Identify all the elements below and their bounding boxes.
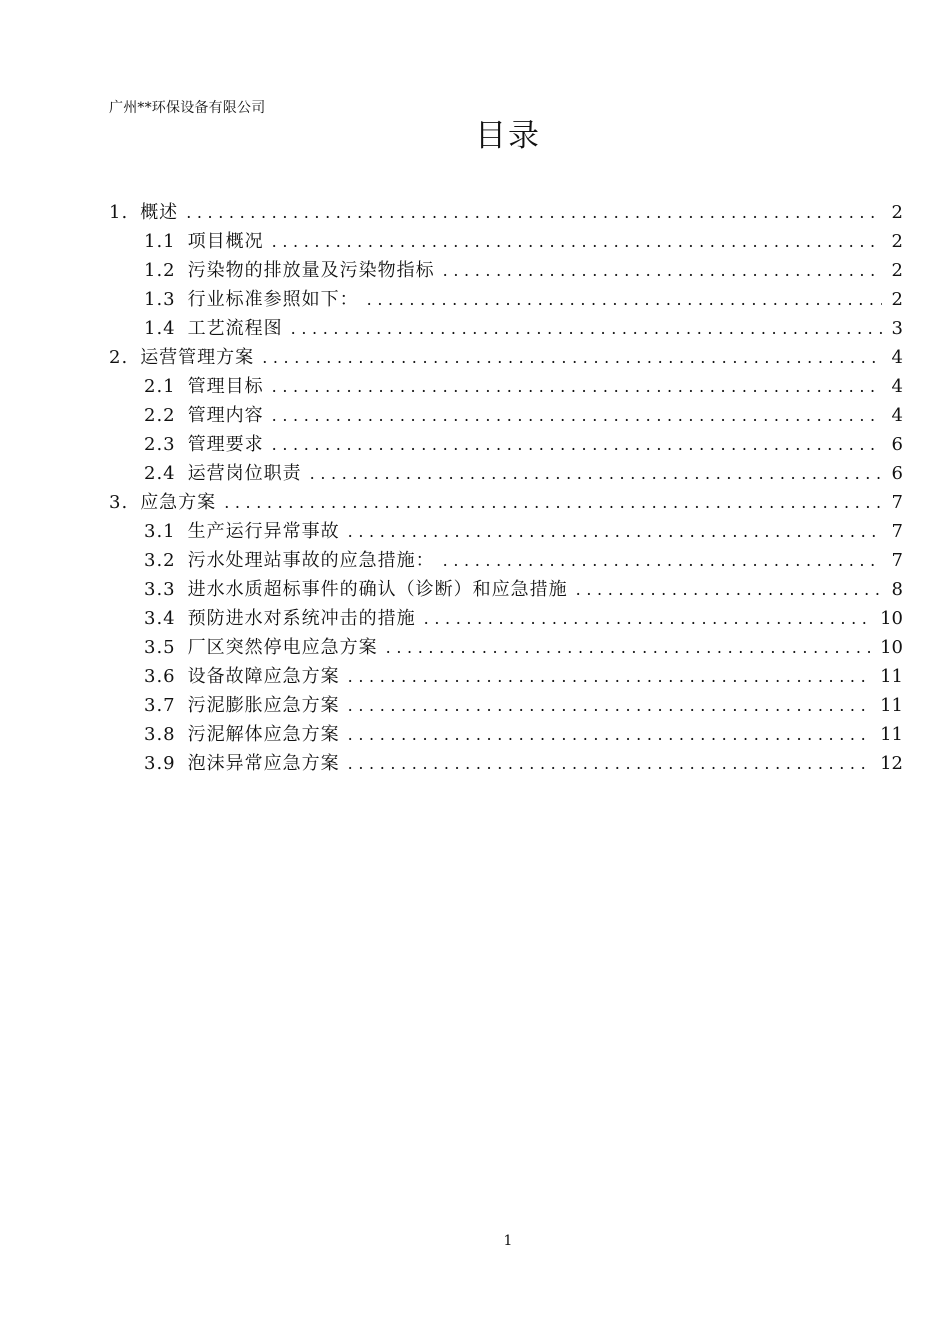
toc-entry-number: 2.4: [144, 463, 176, 484]
toc-entry-label: 厂区突然停电应急方案: [187, 637, 378, 658]
toc-entry-number: 2.3: [144, 434, 176, 455]
toc-dot-leader: [272, 227, 882, 256]
toc-entry-label: 项目概况: [187, 231, 264, 252]
toc-dot-leader: [576, 575, 882, 604]
toc-entry-number: 3.5: [144, 637, 176, 658]
toc-dot-leader: [348, 749, 870, 778]
toc-dot-leader: [262, 343, 881, 372]
company-header: 广州**环保设备有限公司: [109, 100, 266, 116]
toc-entry-page: 10: [880, 637, 903, 658]
toc-dot-leader: [224, 488, 881, 517]
toc-dot-leader: [348, 720, 870, 749]
toc-entry[interactable]: [109, 198, 903, 227]
toc-entry-label: 污泥解体应急方案: [187, 724, 340, 745]
toc-entry-number: 1.1: [144, 231, 176, 252]
toc-entry-label: 管理内容: [187, 405, 264, 426]
toc-dot-leader: [443, 546, 882, 575]
toc-entry-page: 4: [891, 376, 903, 397]
toc-entry[interactable]: [144, 430, 903, 459]
toc-entry-page: 3: [891, 318, 903, 339]
toc-entry-page: 2: [891, 231, 903, 252]
page-number: 1: [503, 1233, 513, 1249]
toc-entry-label: 污水处理站事故的应急措施：: [187, 550, 435, 571]
toc-entry-number: 1.4: [144, 318, 176, 339]
toc-entry-number: 3.8: [144, 724, 176, 745]
toc-entry[interactable]: [109, 488, 903, 517]
toc-entry[interactable]: [144, 575, 903, 604]
toc-dot-leader: [348, 691, 870, 720]
toc-entry-page: 11: [880, 724, 903, 745]
toc-dot-leader: [272, 401, 882, 430]
toc-entry-label: 预防进水对系统冲击的措施: [187, 608, 416, 629]
toc-entry-number: 2.1: [144, 376, 176, 397]
toc-entry-page: 2: [891, 260, 903, 281]
toc-entry[interactable]: [144, 314, 903, 343]
toc-dot-leader: [386, 633, 870, 662]
toc-entry[interactable]: [144, 285, 903, 314]
toc-entry-label: 概述: [140, 202, 179, 223]
toc-dot-leader: [348, 662, 870, 691]
toc-entry-label: 行业标准参照如下：: [187, 289, 359, 310]
toc-entry-number: 1.: [109, 202, 129, 223]
toc-entry-label: 应急方案: [140, 492, 217, 513]
toc-entry-page: 6: [891, 434, 903, 455]
toc-entry-page: 8: [891, 579, 903, 600]
toc-entry-page: 11: [880, 695, 903, 716]
toc-dot-leader: [443, 256, 882, 285]
toc-entry-label: 泡沫异常应急方案: [187, 753, 340, 774]
toc-entry-page: 11: [880, 666, 903, 687]
toc-entry[interactable]: [144, 691, 903, 720]
toc-entry-page: 7: [891, 550, 903, 571]
toc-entry-number: 3.1: [144, 521, 176, 542]
toc-entry[interactable]: [144, 604, 903, 633]
toc-dot-leader: [348, 517, 882, 546]
toc-entry-number: 3.9: [144, 753, 176, 774]
toc-entry[interactable]: [144, 546, 903, 575]
toc-entry[interactable]: [144, 372, 903, 401]
toc-entry[interactable]: [144, 720, 903, 749]
toc-entry-number: 1.3: [144, 289, 176, 310]
toc-dot-leader: [310, 459, 882, 488]
toc-entry[interactable]: [144, 227, 903, 256]
toc-entry-label: 工艺流程图: [187, 318, 283, 339]
toc-dot-leader: [272, 372, 882, 401]
toc-entry-number: 2.2: [144, 405, 176, 426]
toc-entry[interactable]: [144, 633, 903, 662]
toc-entry[interactable]: [144, 256, 903, 285]
toc-entry-label: 运营岗位职责: [187, 463, 302, 484]
toc-entry-page: 6: [891, 463, 903, 484]
toc-entry-page: 7: [891, 492, 903, 513]
toc-entry-number: 2.: [109, 347, 129, 368]
toc-entry-number: 1.2: [144, 260, 176, 281]
toc-entry-label: 污染物的排放量及污染物指标: [187, 260, 435, 281]
toc-entry[interactable]: [144, 459, 903, 488]
toc-entry-page: 12: [880, 753, 903, 774]
toc-entry-number: 3.6: [144, 666, 176, 687]
toc-dot-leader: [272, 430, 882, 459]
toc-entry-page: 4: [891, 347, 903, 368]
toc-entry[interactable]: [109, 343, 903, 372]
toc-entry-label: 设备故障应急方案: [187, 666, 340, 687]
toc-entry[interactable]: [144, 662, 903, 691]
toc-entry-page: 4: [891, 405, 903, 426]
toc-entry-page: 2: [891, 289, 903, 310]
toc-entry-page: 2: [891, 202, 903, 223]
toc-entry-number: 3.7: [144, 695, 176, 716]
toc-entry-label: 进水水质超标事件的确认（诊断）和应急措施: [187, 579, 568, 600]
toc-entry[interactable]: [144, 517, 903, 546]
page-title: 目录: [475, 118, 541, 154]
toc-entry-label: 生产运行异常事故: [187, 521, 340, 542]
toc-dot-leader: [291, 314, 882, 343]
toc-dot-leader: [186, 198, 881, 227]
toc-entry-number: 3.3: [144, 579, 176, 600]
toc-entry-label: 管理目标: [187, 376, 264, 397]
toc-entry-number: 3.: [109, 492, 129, 513]
toc-dot-leader: [424, 604, 870, 633]
toc-dot-leader: [367, 285, 882, 314]
toc-entry-number: 3.4: [144, 608, 176, 629]
toc-entry-page: 10: [880, 608, 903, 629]
toc-entry-label: 污泥膨胀应急方案: [187, 695, 340, 716]
toc-entry[interactable]: [144, 401, 903, 430]
toc-entry-label: 运营管理方案: [140, 347, 255, 368]
toc-entry-page: 7: [891, 521, 903, 542]
toc-entry-label: 管理要求: [187, 434, 264, 455]
toc-entry-number: 3.2: [144, 550, 176, 571]
toc-entry[interactable]: [144, 749, 903, 778]
